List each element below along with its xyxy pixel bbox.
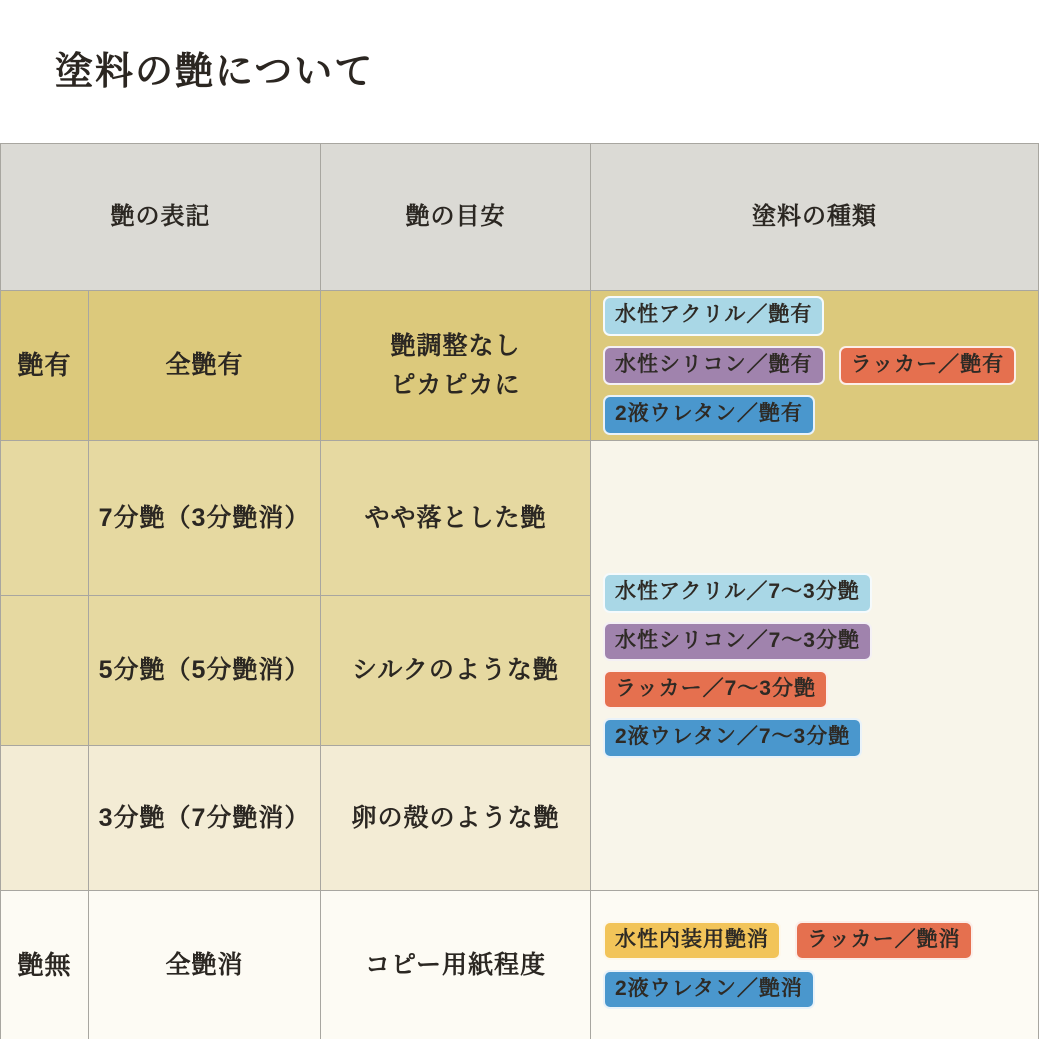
row-matte-notation: 全艶消 — [89, 891, 320, 1039]
row-matte-guide: コピー用紙程度 — [321, 891, 590, 1039]
row-7gloss-notation: 7分艶（3分艶消） — [89, 441, 320, 595]
header-paint-type: 塗料の種類 — [591, 144, 1038, 290]
row-3gloss-guide: 卵の殻のような艶 — [321, 746, 590, 890]
row-5gloss-guide: シルクのような艶 — [321, 596, 590, 745]
paint-badge: 水性シリコン／7〜3分艶 — [603, 622, 872, 661]
row-gloss-paints — [591, 291, 1038, 440]
header-gloss-guide: 艶の目安 — [321, 144, 590, 290]
row-5gloss-group-spacer — [1, 596, 88, 745]
row-3gloss-group-spacer — [1, 746, 88, 890]
row-7gloss-guide: やや落とした艶 — [321, 441, 590, 595]
paint-badge: 水性シリコン／艶有 — [603, 346, 825, 385]
paint-badge: ラッカー／艶有 — [839, 346, 1017, 385]
row-gloss-guide-line2: ピカピカに — [390, 370, 521, 399]
row-matte-paints — [591, 891, 1038, 1039]
paint-badge: 水性アクリル／7〜3分艶 — [603, 573, 872, 612]
row-7gloss-group-spacer — [1, 441, 88, 595]
page-title: 塗料の艶について — [55, 51, 375, 93]
paint-badge: ラッカー／艶消 — [795, 921, 973, 960]
row-gloss-guide-line1: 艶調整なし — [390, 331, 521, 360]
mid-gloss-paints — [591, 441, 1038, 890]
row-gloss-notation: 全艶有 — [89, 291, 320, 440]
paint-badge: 2液ウレタン／7〜3分艶 — [603, 718, 862, 757]
paint-badge: 2液ウレタン／艶有 — [603, 395, 815, 434]
gloss-table — [0, 143, 1039, 1039]
paint-badge: 水性内装用艶消 — [603, 921, 781, 960]
row-gloss-guide — [321, 291, 590, 440]
row-5gloss-notation: 5分艶（5分艶消） — [89, 596, 320, 745]
row-matte-group-label: 艶無 — [1, 891, 88, 1039]
row-3gloss-notation: 3分艶（7分艶消） — [89, 746, 320, 890]
paint-badge: 2液ウレタン／艶消 — [603, 970, 815, 1009]
row-gloss-group-label: 艶有 — [1, 291, 88, 440]
paint-badge: 水性アクリル／艶有 — [603, 296, 824, 335]
header-gloss-notation: 艶の表記 — [1, 144, 320, 290]
paint-badge: ラッカー／7〜3分艶 — [603, 670, 828, 709]
